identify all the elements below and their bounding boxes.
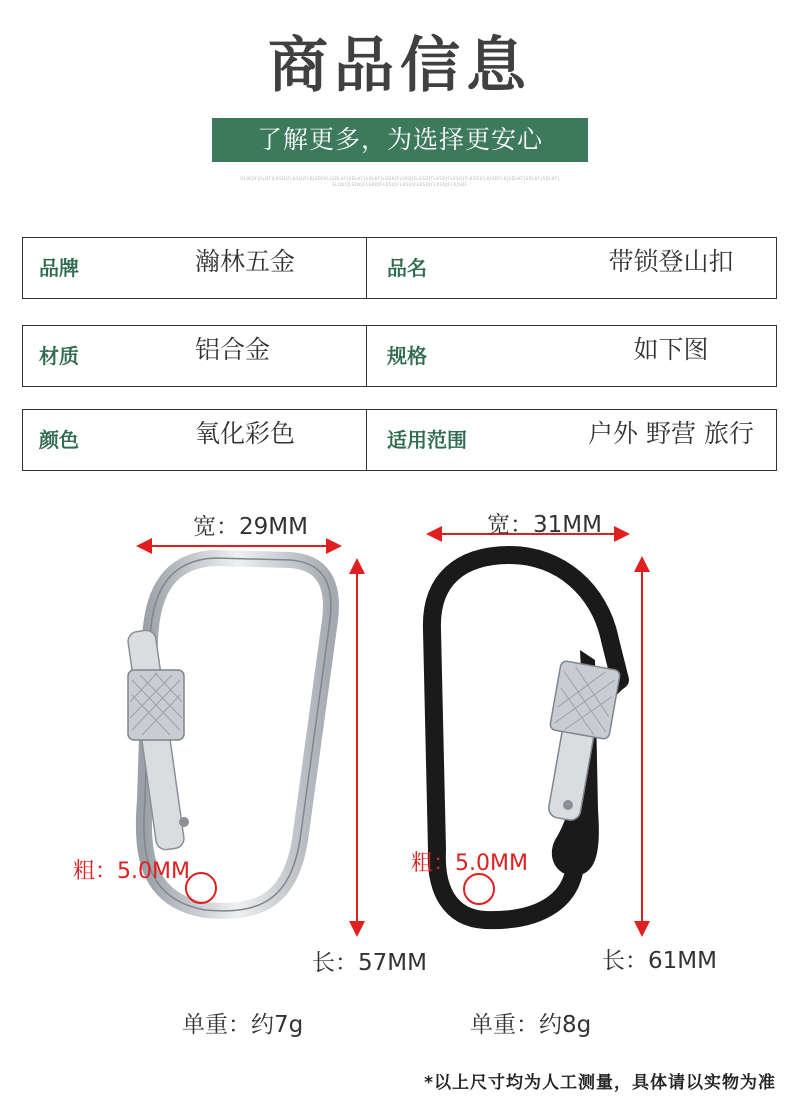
spec-key-material: 材质 xyxy=(39,344,79,368)
spec-divider xyxy=(366,238,367,298)
black-thickness-marker xyxy=(464,874,494,904)
decorative-fineprint: ULJKDFJSLDFJLKSDJFLKSDJFLKJSDFKLJSDLKFJSDLKFJSDLKFJLSDKJFLSKDJFLKSDJFLKSDJFLKSDJFLKSDJFLKJSDFLKJSDLKFJSDLKFJSDLKFJSLDKFJLSDKJFLSKDJFLKSDJFLKSDJFLKSDJFLKSDJFLKJSDF xyxy=(240,176,560,187)
black-width-label: 宽：31MM xyxy=(487,512,602,538)
spec-value-usage: 户外 野营 旅行 xyxy=(588,419,754,448)
spec-divider xyxy=(366,410,367,470)
spec-value-product-name: 带锁登山扣 xyxy=(608,247,734,276)
black-weight-label: 单重：约8g xyxy=(470,1012,592,1038)
silver-weight-label: 单重：约7g xyxy=(182,1012,304,1038)
spec-key-product-name: 品名 xyxy=(387,256,427,280)
black-length-label: 长：61MM xyxy=(602,948,717,974)
subtitle-banner: 了解更多，为选择更安心 xyxy=(212,118,588,162)
spec-value-spec: 如下图 xyxy=(633,335,709,364)
spec-key-color: 颜色 xyxy=(39,428,79,452)
spec-value-color: 氧化彩色 xyxy=(195,419,296,448)
spec-value-brand: 瀚林五金 xyxy=(195,247,296,276)
spec-divider xyxy=(366,326,367,386)
spec-key-usage: 适用范围 xyxy=(387,428,467,452)
spec-row-brand xyxy=(22,237,777,299)
product-dimension-figure xyxy=(0,480,800,1060)
silver-width-label: 宽：29MM xyxy=(193,514,308,540)
spec-value-material: 铝合金 xyxy=(195,335,271,364)
spec-key-spec: 规格 xyxy=(387,344,427,368)
silver-thickness-marker xyxy=(186,873,216,903)
measurement-disclaimer: *以上尺寸均为人工测量，具体请以实物为准 xyxy=(424,1073,776,1093)
spec-row-color xyxy=(22,409,777,471)
silver-length-label: 长：57MM xyxy=(312,950,427,976)
black-thickness-label: 粗：5.0MM xyxy=(411,851,528,876)
spec-key-brand: 品牌 xyxy=(39,256,79,280)
page-title: 商品信息 xyxy=(268,31,532,101)
spec-row-material xyxy=(22,325,777,387)
silver-thickness-label: 粗：5.0MM xyxy=(73,859,190,884)
